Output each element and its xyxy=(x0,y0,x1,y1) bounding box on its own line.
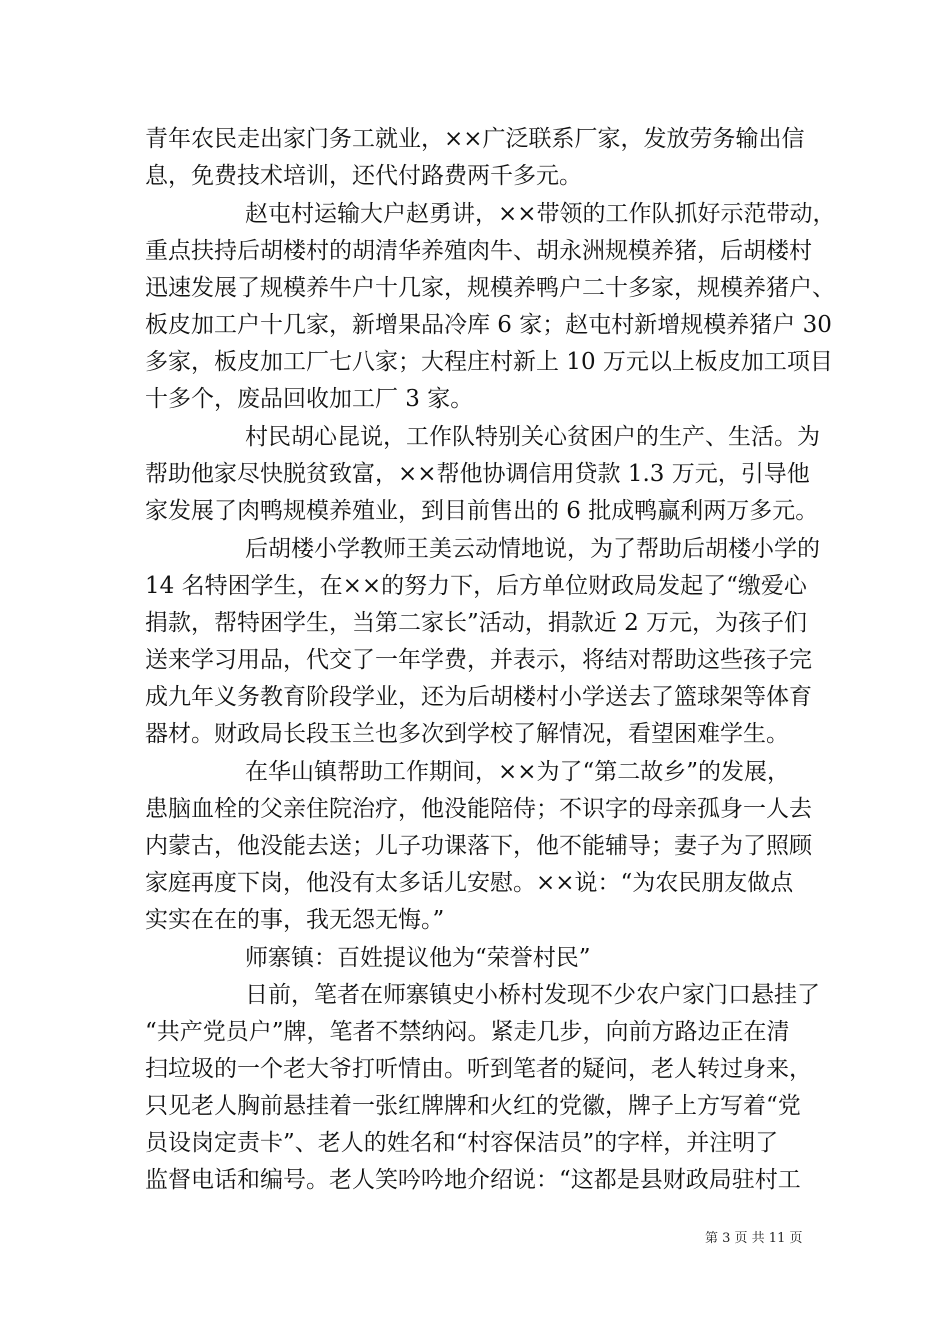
text-line: 14 名特困学生，在××的努力下，后方单位财政局发起了“缴爱心 xyxy=(145,573,807,599)
text-line: 员设岗定责卡”、老人的姓名和“村容保洁员”的字样，并注明了 xyxy=(145,1130,779,1156)
text-line: “共产党员户”牌，笔者不禁纳闷。紧走几步，向前方路边正在清 xyxy=(145,1019,790,1045)
paragraph-start-line: 后胡楼小学教师王美云动情地说，为了帮助后胡楼小学的 xyxy=(245,536,820,562)
text-line: 扫垃圾的一个老大爷打听情由。听到笔者的疑问，老人转过身来， xyxy=(145,1056,812,1082)
paragraph-start-line: 日前，笔者在师寨镇史小桥村发现不少农户家门口悬挂了 xyxy=(245,982,820,1008)
paragraph-start-line: 村民胡心昆说，工作队特别关心贫困户的生产、生活。为 xyxy=(245,424,820,450)
text-line: 青年农民走出家门务工就业，××广泛联系厂家，发放劳务输出信 xyxy=(145,126,805,152)
text-line: 只见老人胸前悬挂着一张红牌牌和火红的党徽，牌子上方写着“党 xyxy=(145,1093,801,1119)
text-line: 重点扶持后胡楼村的胡清华养殖肉牛、胡永洲规模养猪，后胡楼村 xyxy=(145,238,812,264)
text-line: 迅速发展了规模养牛户十几家，规模养鸭户二十多家，规模养猪户、 xyxy=(145,275,835,301)
paragraph-start-line: 在华山镇帮助工作期间，××为了“第二故乡”的发展， xyxy=(245,759,791,785)
text-line: 内蒙古，他没能去送；儿子功课落下，他不能辅导；妻子为了照顾 xyxy=(145,833,812,859)
text-line: 息，免费技术培训，还代付路费两千多元。 xyxy=(145,163,582,189)
text-line: 器材。财政局长段玉兰也多次到学校了解情况，看望困难学生。 xyxy=(145,721,789,747)
text-line: 多家，板皮加工厂七八家；大程庄村新上 10 万元以上板皮加工项目 xyxy=(145,349,833,375)
text-line: 家发展了肉鸭规模养殖业，到目前售出的 6 批成鸭赢利两万多元。 xyxy=(145,498,819,524)
paragraph-start-line: 赵屯村运输大户赵勇讲，××带领的工作队抓好示范带动， xyxy=(245,201,836,227)
text-line: 十多个，废品回收加工厂 3 家。 xyxy=(145,386,474,412)
text-line: 成九年义务教育阶段学业，还为后胡楼村小学送去了篮球架等体育 xyxy=(145,684,812,710)
page-number: 第 3 页 共 11 页 xyxy=(705,1231,803,1246)
text-line: 板皮加工户十几家，新增果品冷库 6 家；赵屯村新增规模养猪户 30 xyxy=(145,312,832,338)
text-line: 患脑血栓的父亲住院治疗，他没能陪侍；不识字的母亲孤身一人去 xyxy=(145,796,812,822)
section-heading: 师寨镇：百姓提议他为“荣誉村民” xyxy=(245,945,591,971)
text-line: 家庭再度下岗，他没有太多话儿安慰。××说：“为农民朋友做点 xyxy=(145,870,794,896)
text-line: 送来学习用品，代交了一年学费，并表示，将结对帮助这些孩子完 xyxy=(145,647,812,673)
text-line: 监督电话和编号。老人笑吟吟地介绍说：“这都是县财政局驻村工 xyxy=(145,1167,801,1193)
text-line: 实实在在的事，我无怨无悔。” xyxy=(145,907,445,933)
text-line: 捐款，帮特困学生，当第二家长”活动，捐款近 2 万元，为孩子们 xyxy=(145,610,808,636)
text-line: 帮助他家尽快脱贫致富，××帮他协调信用贷款 1.3 万元，引导他 xyxy=(145,461,810,487)
